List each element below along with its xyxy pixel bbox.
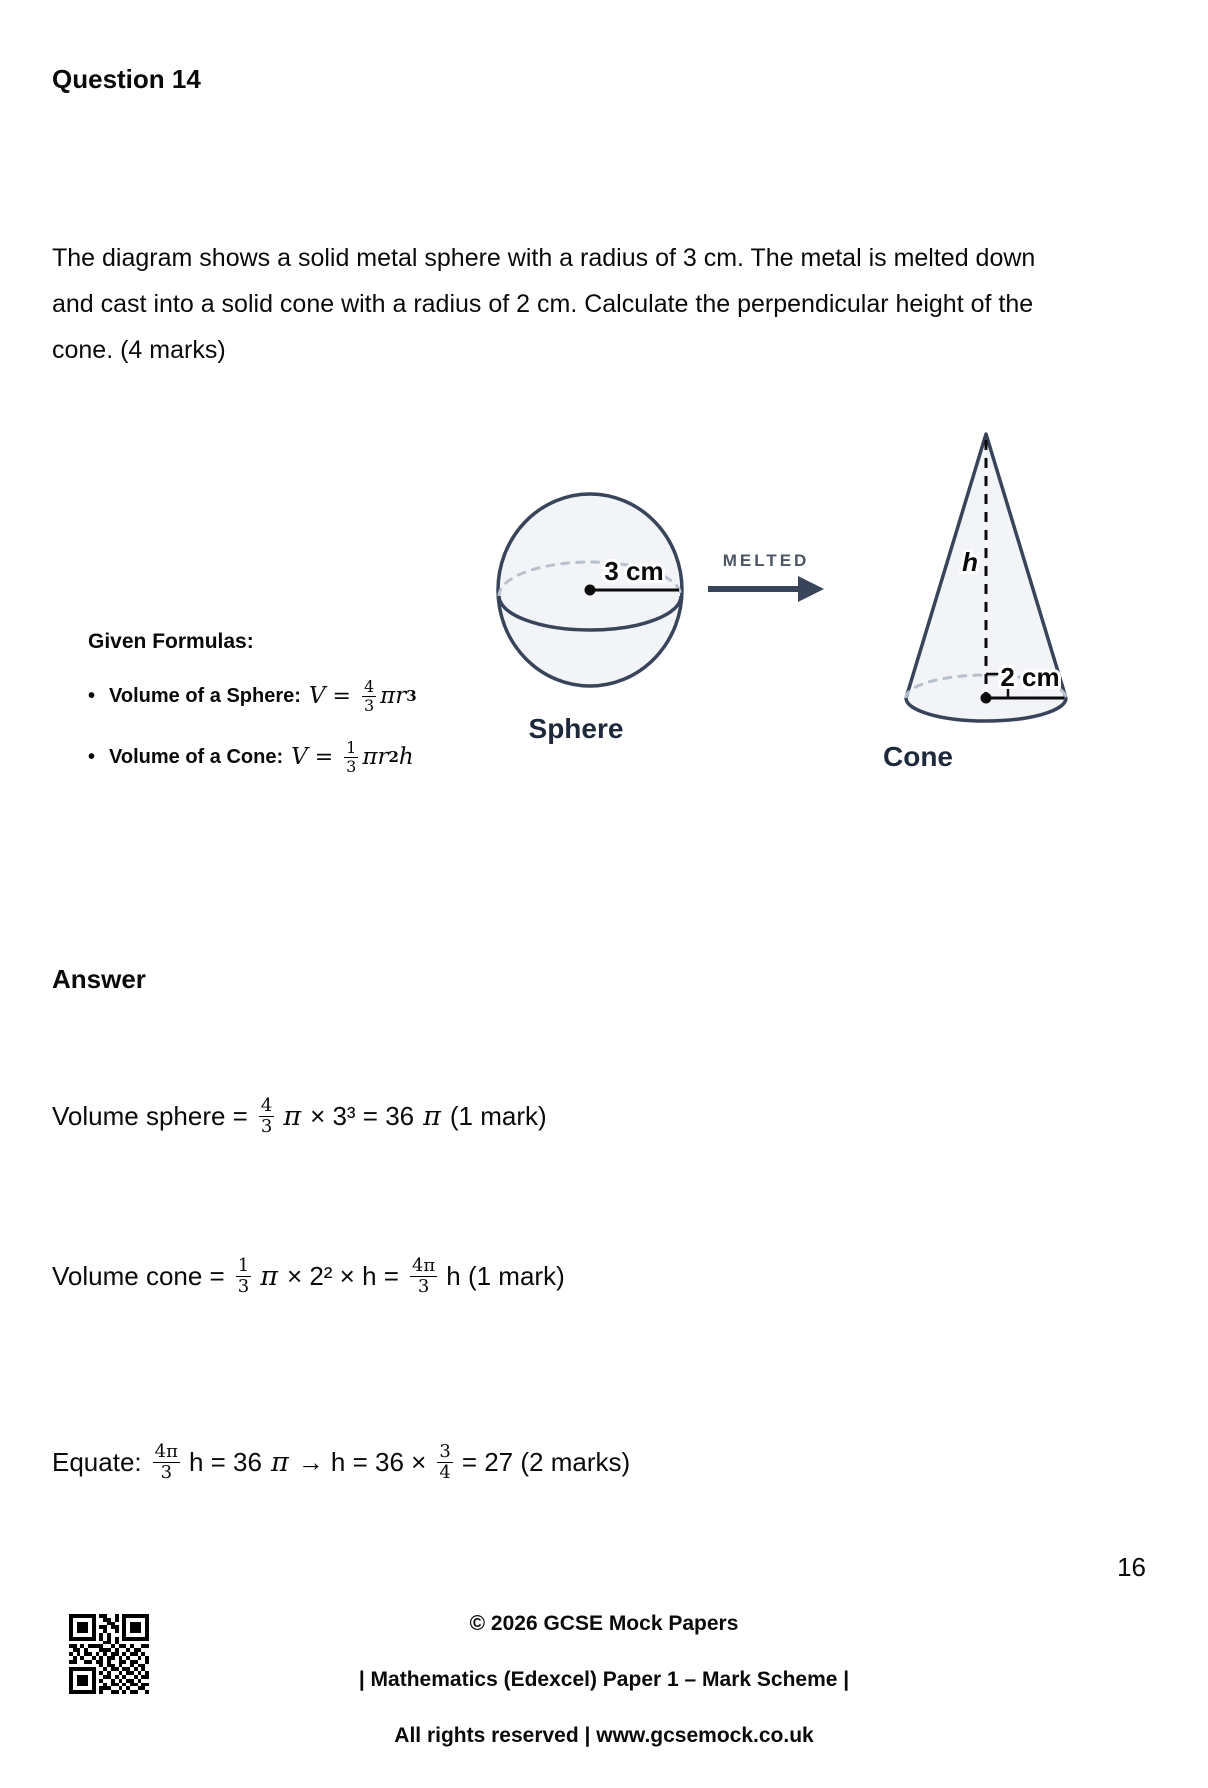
question-text: The diagram shows a solid metal sphere with a radius of 3 cm. The metal is melted down and cast into a solid cone with a radius of 2 cm. Calculate the perpendicular height of the cone. (4 marks) <box>52 244 1036 364</box>
answer-heading: Answer <box>52 964 146 994</box>
fraction-denominator: 3 <box>363 695 375 715</box>
answer-text: × 2² × h = <box>286 1261 399 1292</box>
sphere-caption: Sphere <box>528 713 624 744</box>
footer-rights: All rights reserved | www.gcsemock.co.uk <box>394 1724 814 1747</box>
bullet-icon: • <box>88 745 96 768</box>
formula-exponent: 3 <box>406 687 417 706</box>
fraction-denominator: 3 <box>260 1116 273 1138</box>
fraction-numerator: 4π <box>411 1255 436 1276</box>
pi-symbol: π <box>270 1447 289 1479</box>
answer-line-volume-sphere <box>52 1096 547 1137</box>
pi-symbol: π <box>283 1101 302 1133</box>
formula-term: πr <box>362 744 389 771</box>
fraction-denominator: 3 <box>417 1276 430 1298</box>
answer-text: Equate: <box>52 1447 142 1478</box>
fraction-numerator: 4 <box>363 677 375 696</box>
formula-term: πr <box>380 683 407 710</box>
answer-text: Volume cone = <box>52 1261 225 1292</box>
answer-text: h = 36 <box>188 1447 262 1478</box>
pi-symbol: π <box>260 1261 278 1293</box>
sphere-radius-label: 3 cm <box>604 556 664 586</box>
melted-label: MELTED <box>722 551 810 570</box>
fraction <box>362 678 376 715</box>
cone-figure <box>883 434 1066 772</box>
fraction-numerator: 3 <box>439 1441 451 1462</box>
bullet-icon: • <box>88 684 96 707</box>
formula-variable: V <box>291 744 308 771</box>
melted-arrow-icon <box>708 551 824 602</box>
formula-tail: h <box>398 744 414 771</box>
answer-marks: h (1 mark) <box>446 1261 565 1292</box>
fraction-denominator: 3 <box>237 1276 250 1298</box>
fraction-numerator: 1 <box>237 1255 250 1276</box>
footer-copyright: © 2026 GCSE Mock Papers <box>469 1612 739 1635</box>
fraction <box>259 1096 274 1137</box>
footer-paper-title: | Mathematics (Edexcel) Paper 1 – Mark Scheme | <box>358 1668 850 1691</box>
cone-radius-label: 2 cm <box>1000 662 1060 692</box>
page-number: 16 <box>1117 1552 1146 1582</box>
fraction-denominator: 3 <box>346 756 357 776</box>
cone-center-dot <box>981 693 992 704</box>
answer-text: × 3³ = 36 <box>310 1101 415 1132</box>
formulas-heading: Given Formulas: <box>88 630 254 653</box>
pi-symbol: π <box>423 1101 441 1133</box>
page-footer <box>0 1612 1208 1780</box>
fraction <box>410 1256 437 1297</box>
sphere-center-dot <box>585 585 596 596</box>
answer-text: → h = 36 × <box>297 1447 427 1478</box>
fraction <box>153 1442 180 1483</box>
fraction <box>236 1256 251 1297</box>
fraction <box>437 1442 452 1483</box>
fraction <box>344 739 358 776</box>
cone-height-label: h <box>962 547 978 577</box>
fraction-denominator: 3 <box>160 1462 173 1484</box>
equals-sign: = <box>314 744 334 770</box>
answer-text: Volume sphere = <box>52 1101 248 1132</box>
answer-marks: = 27 (2 marks) <box>461 1447 631 1478</box>
answer-line-equate <box>52 1442 630 1483</box>
formula-sphere <box>88 678 518 715</box>
equals-sign: = <box>332 683 351 709</box>
fraction-numerator: 4 <box>260 1095 273 1116</box>
fraction-numerator: 4π <box>154 1441 178 1462</box>
formula-label: Volume of a Sphere: <box>109 684 301 707</box>
arrow-head <box>798 576 824 602</box>
given-formulas <box>88 630 518 800</box>
answer-line-volume-cone <box>52 1256 565 1297</box>
fraction-numerator: 1 <box>346 737 357 757</box>
question-heading: Question 14 <box>52 64 201 94</box>
sphere-figure <box>498 494 682 744</box>
formula-exponent: 2 <box>388 748 399 767</box>
cone-caption: Cone <box>883 741 953 772</box>
formula-variable: V <box>308 683 326 710</box>
fraction-denominator: 4 <box>439 1462 451 1484</box>
formula-label: Volume of a Cone: <box>109 745 284 768</box>
answer-marks: (1 mark) <box>449 1101 547 1132</box>
formula-cone <box>88 739 518 776</box>
